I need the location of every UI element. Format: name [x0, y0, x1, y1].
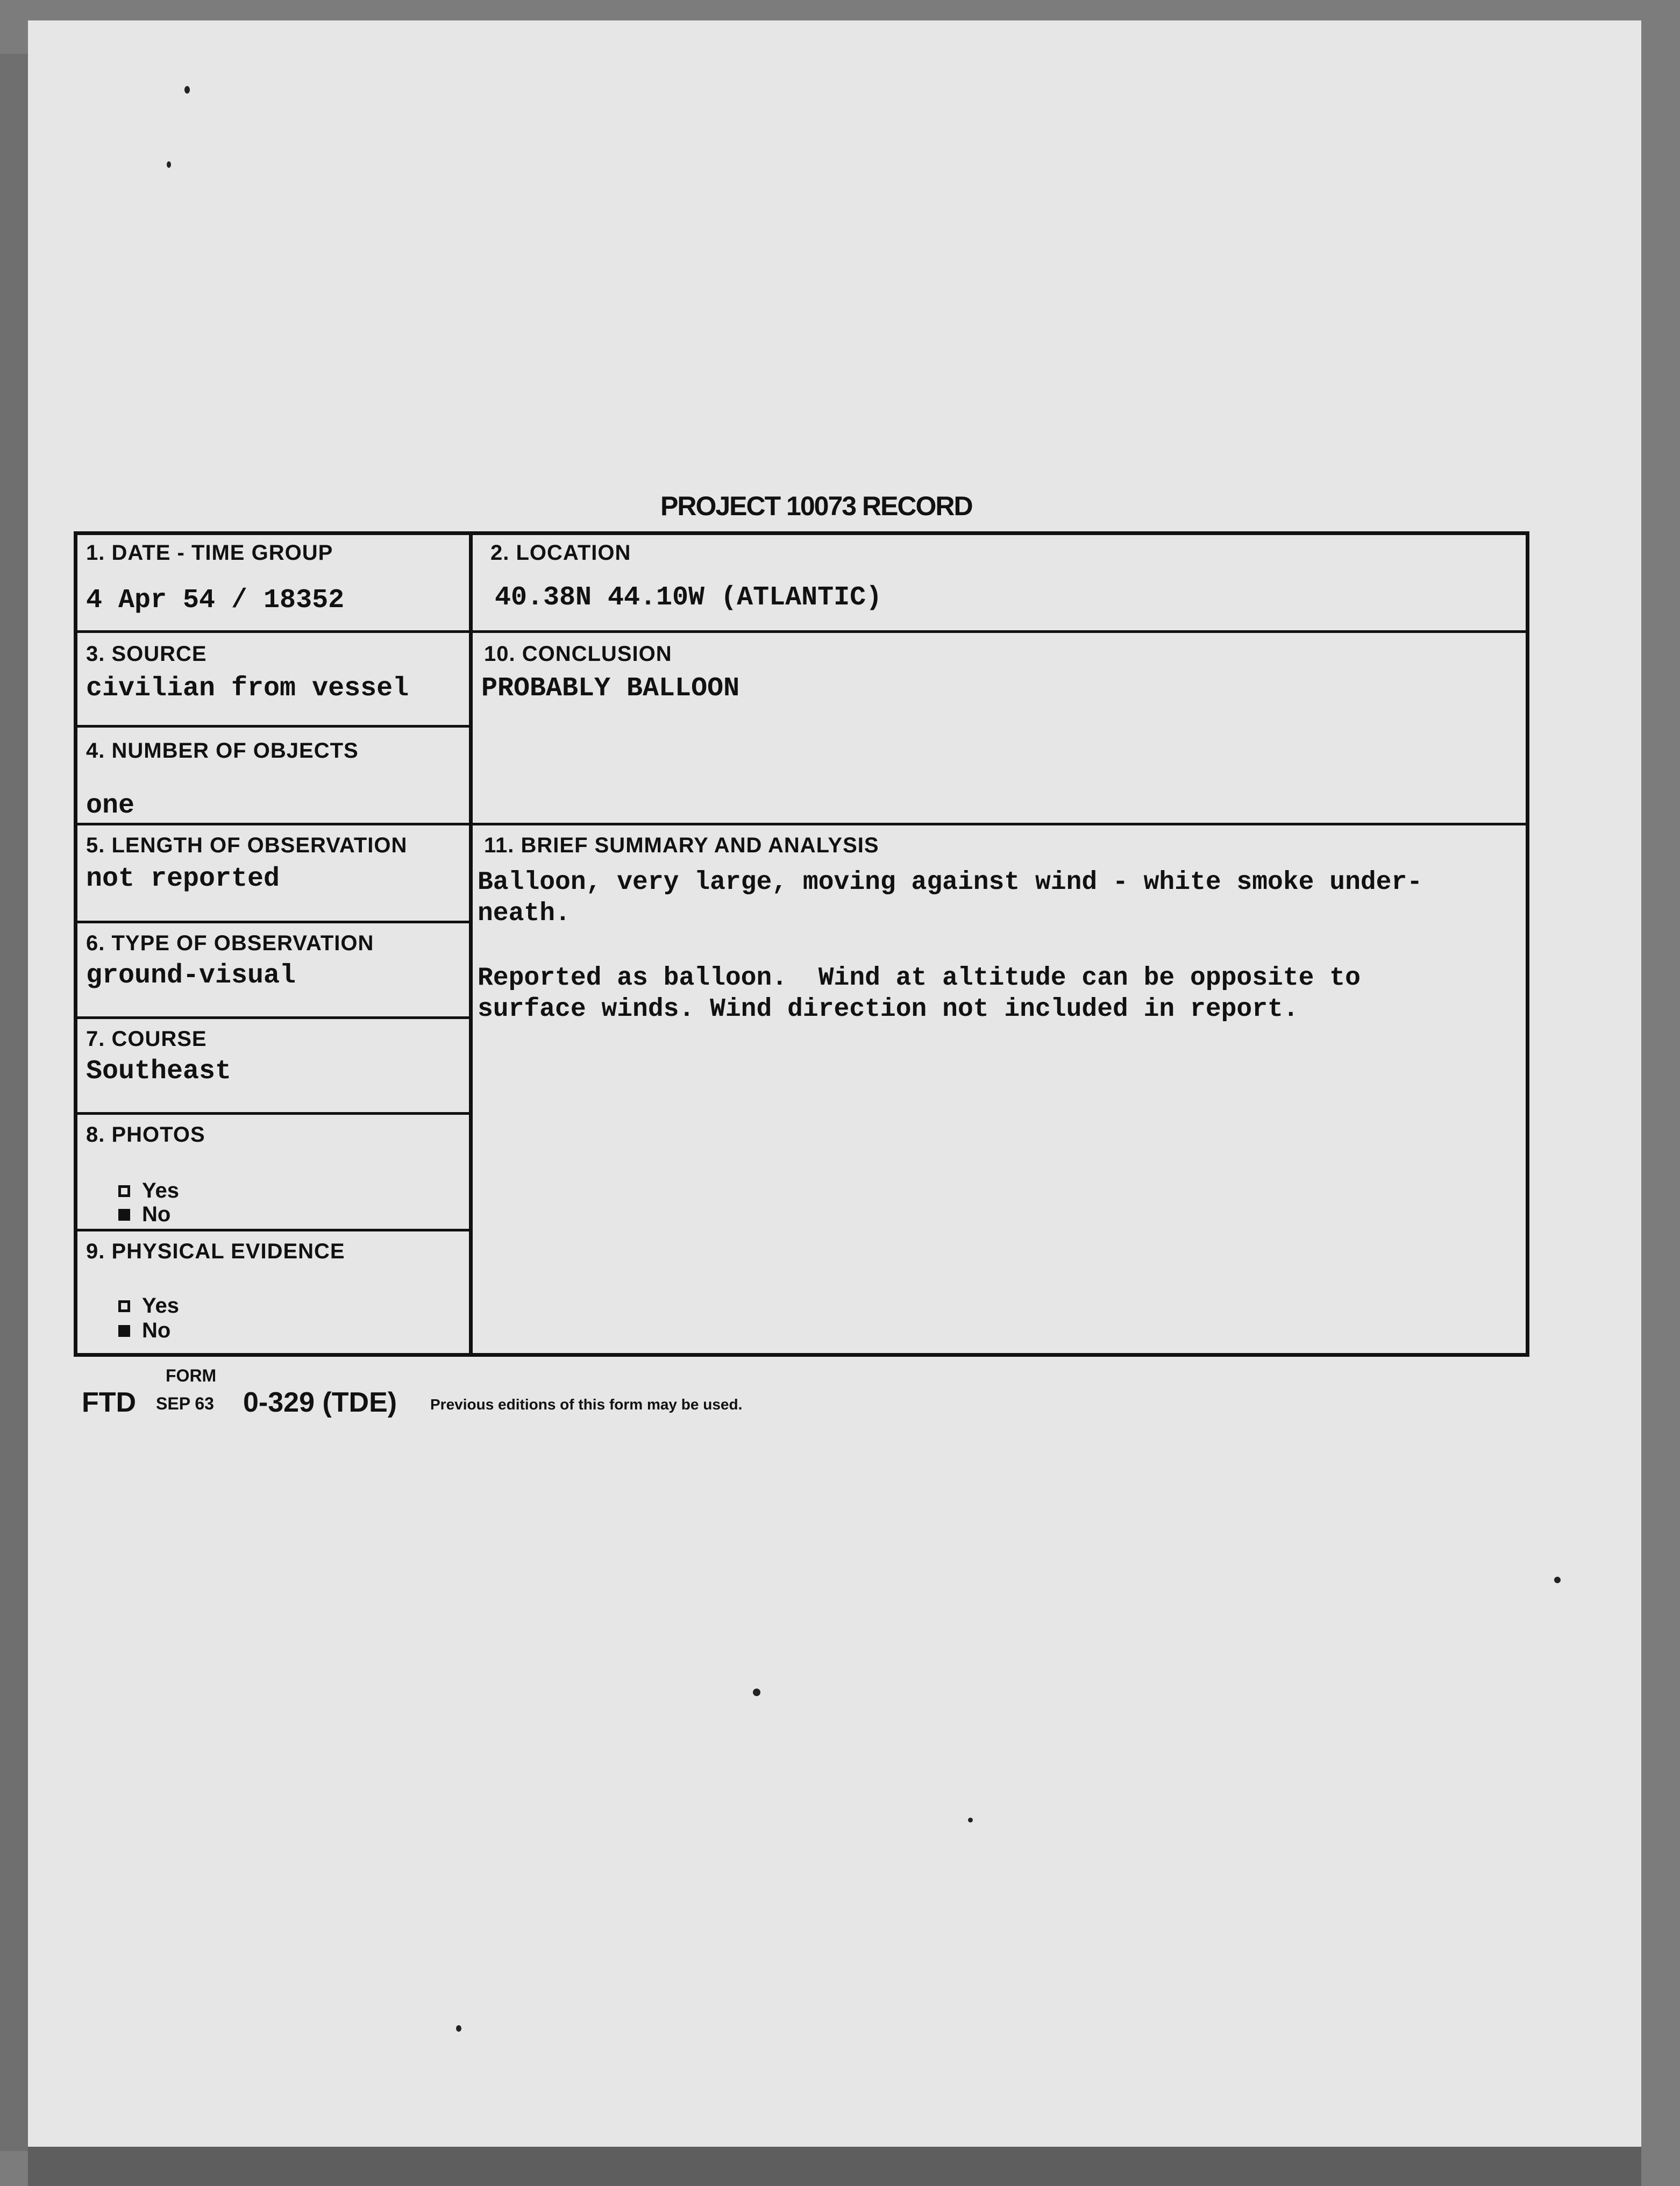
footer-note: Previous editions of this form may be used. — [430, 1396, 743, 1413]
row-divider — [77, 630, 1526, 633]
physical-evidence-yes-label: Yes — [142, 1294, 179, 1318]
course-label: 7. COURSE — [86, 1027, 207, 1051]
row-divider — [77, 921, 469, 923]
location-label: 2. LOCATION — [490, 541, 631, 565]
photos-label: 8. PHOTOS — [86, 1123, 205, 1147]
physical-evidence-label: 9. PHYSICAL EVIDENCE — [86, 1240, 345, 1263]
source-label: 3. SOURCE — [86, 642, 207, 666]
photos-no-option[interactable] — [118, 1202, 170, 1227]
physical-evidence-yes-checkbox[interactable] — [118, 1300, 130, 1312]
photos-yes-label: Yes — [142, 1179, 179, 1202]
row-divider — [77, 1016, 469, 1019]
footer-ftd: FTD — [82, 1387, 137, 1418]
course-value: Southeast — [86, 1056, 232, 1087]
photos-no-label: No — [142, 1202, 171, 1226]
summary-paragraph-1: Balloon, very large, moving against wind - white smoke under- neath. — [478, 868, 1423, 928]
length-of-observation-label: 5. LENGTH OF OBSERVATION — [86, 834, 408, 857]
physical-evidence-no-checkbox[interactable] — [118, 1325, 130, 1337]
row-divider — [77, 1229, 469, 1231]
location-value: 40.38N 44.10W (ATLANTIC) — [495, 582, 882, 613]
type-of-observation-label: 6. TYPE OF OBSERVATION — [86, 931, 374, 955]
scan-speck — [1554, 1577, 1561, 1583]
source-value: civilian from vessel — [86, 673, 409, 704]
footer-form-word: FORM — [166, 1366, 217, 1385]
physical-evidence-no-option[interactable] — [118, 1319, 170, 1343]
scan-speck — [184, 86, 190, 94]
scan-speck — [456, 2025, 461, 2032]
length-of-observation-value: not reported — [86, 864, 280, 894]
form-title: PROJECT 10073 RECORD — [660, 491, 972, 521]
photos-no-checkbox[interactable] — [118, 1209, 130, 1221]
date-time-group-value: 4 Apr 54 / 18352 — [86, 585, 345, 616]
summary-paragraph-2: Reported as balloon. Wind at altitude can be opposite to surface winds. Wind direction not included in report. — [478, 964, 1361, 1024]
number-of-objects-value: one — [86, 791, 135, 821]
summary-label: 11. BRIEF SUMMARY AND ANALYSIS — [484, 834, 879, 857]
number-of-objects-label: 4. NUMBER OF OBJECTS — [86, 739, 359, 763]
conclusion-label: 10. CONCLUSION — [484, 642, 672, 666]
photos-yes-option[interactable] — [118, 1179, 179, 1203]
physical-evidence-yes-option[interactable] — [118, 1294, 179, 1318]
row-divider — [77, 823, 1526, 825]
column-divider — [469, 535, 473, 1353]
conclusion-value: PROBABLY BALLOON — [481, 673, 740, 704]
scan-left-edge — [0, 54, 28, 2151]
scan-bottom-edge — [28, 2147, 1641, 2186]
row-divider — [77, 1112, 469, 1115]
date-time-group-label: 1. DATE - TIME GROUP — [86, 541, 333, 565]
footer-form-number: 0-329 (TDE) — [243, 1387, 397, 1418]
type-of-observation-value: ground-visual — [86, 960, 296, 991]
photos-yes-checkbox[interactable] — [118, 1185, 130, 1197]
scan-speck — [167, 161, 171, 168]
footer-form-date: SEP 63 — [156, 1394, 214, 1413]
scan-speck — [753, 1689, 760, 1696]
scan-speck — [968, 1818, 973, 1822]
physical-evidence-no-label: No — [142, 1319, 171, 1342]
row-divider — [77, 725, 469, 728]
